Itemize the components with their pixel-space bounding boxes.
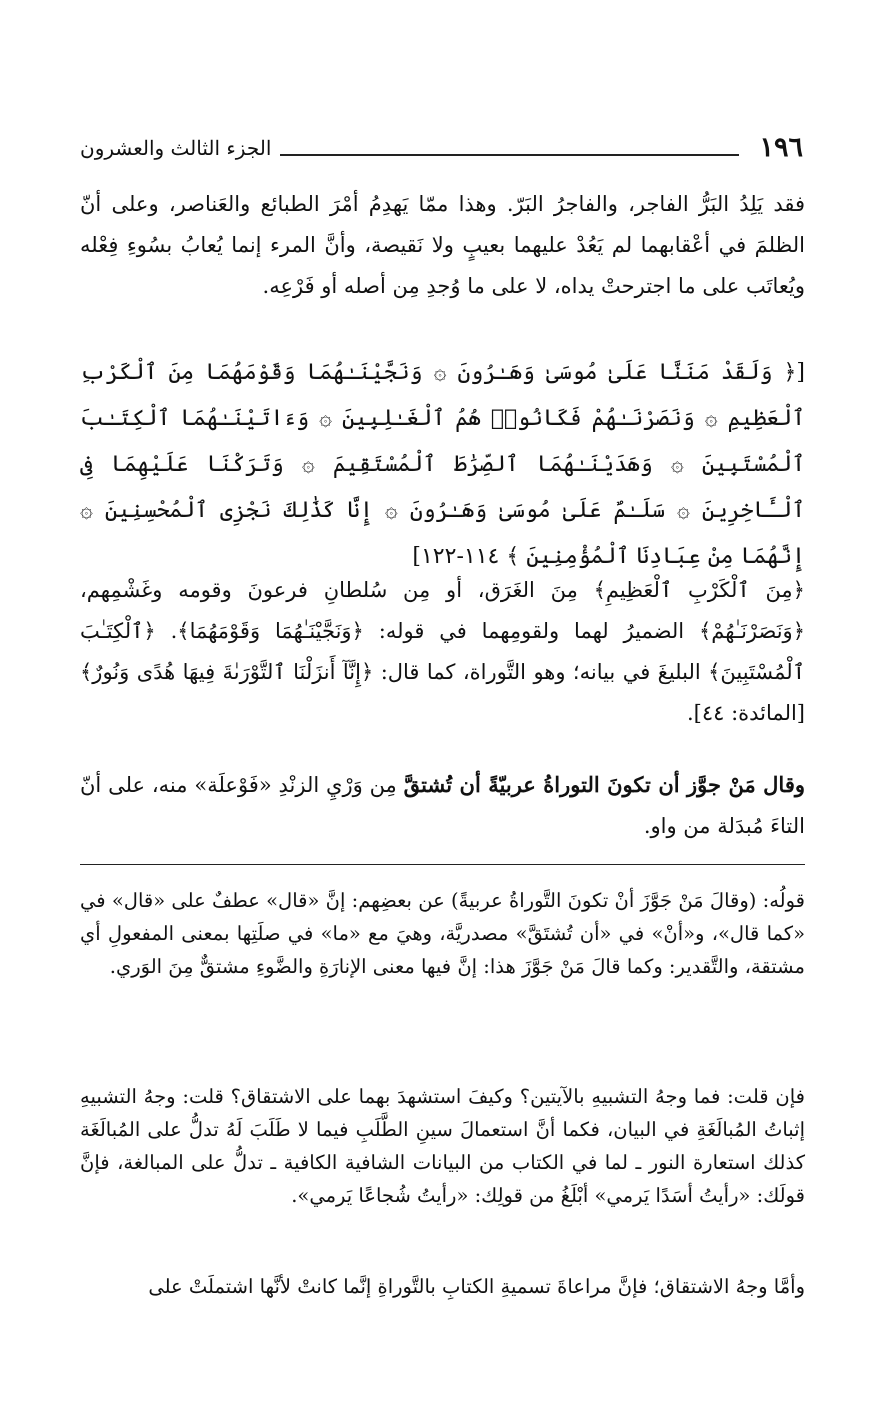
paragraph-3-rest: مِن وَرْيِ الزنْدِ «فَوْعلَة» منه، على أنّ التاءَ مُبدَلة من واو. — [80, 773, 805, 838]
running-title: الجزء الثالث والعشرون — [80, 136, 272, 160]
page-number: ١٩٦ — [759, 132, 803, 163]
page-header — [80, 132, 803, 172]
header-rule — [280, 154, 739, 156]
quran-verses-block: [﴿ وَلَقَدْ مَنَنَّا عَلَىٰ مُوسَىٰ وَهَـٰرُونَ ۞ وَنَجَّيْنَـٰهُمَا وَقَوْمَهُمَا مِنَ ٱلْكَرْبِ ٱلْعَظِيمِ ۞ وَنَصَرْنَـٰهُمْ فَكَانُوا۟ هُمُ ٱلْغَـٰلِبِينَ ۞ وَءَاتَيْنَـٰهُمَا ٱلْكِتَـٰبَ ٱلْمُسْتَبِينَ ۞ وَهَدَيْنَـٰهُمَا ٱلصِّرَٰطَ ٱلْمُسْتَقِيمَ ۞ وَتَرَكْنَا عَلَيْهِمَا فِى ٱلْـَٔاخِرِينَ ۞ سَلَـٰمٌ عَلَىٰ مُوسَىٰ وَهَـٰرُونَ ۞ إِنَّا كَذَٰلِكَ نَجْزِى ٱلْمُحْسِنِينَ ۞ إِنَّهُمَا مِنْ عِبَادِنَا ٱلْمُؤْمِنِينَ ﴾ ١١٤-١٢٢] — [80, 360, 805, 569]
main-paragraph-2: ﴿مِنَ ٱلْكَرْبِ ٱلْعَظِيمِ﴾ مِنَ الغَرَق، أو مِن سُلطانِ فرعونَ وقومه وغَشْمِهم، ﴿وَنَصَرْنَـٰهُمْ﴾ الضميرُ لهما ولقومِهما في قوله: ﴿وَنَجَّيْنَـٰهُمَا وَقَوْمَهُمَا﴾. ﴿ٱلْكِتَـٰبَ ٱلْمُسْتَبِينَ﴾ البليغَ في بيانه؛ وهو التَّوراة، كما قال: ﴿إِنَّآ أَنزَلْنَا ٱلتَّوْرَىٰةَ فِيهَا هُدًى وَنُورٌ﴾ [المائدة: ٤٤]. — [80, 578, 805, 725]
main-paragraph-3 — [80, 764, 805, 847]
footnote-separator — [80, 864, 805, 865]
footnote-3: وأمَّا وجهُ الاشتقاق؛ فإنَّ مراعاةَ تسميةِ الكتابِ بالتَّوراةِ إنَّما كانتْ لأنَّها اشتملَتْ على — [148, 1275, 805, 1298]
paragraph-3-bold-lead: وقال مَنْ جوَّز أن تكونَ التوراةُ عربيّةً أن تُشتقَّ — [403, 772, 806, 797]
footnote-1: قولُه: (وقالَ مَنْ جَوَّزَ أنْ تكونَ التَّوراةُ عربيةً) عن بعضِهم: إنَّ «قال» عطفٌ على «قال» في «كما قال»، و«أنْ» في «أن تُشتَقَّ» مصدريَّة، وهيَ مع «ما» في صلَتِها بمعنى المفعولِ أي مشتقة، والتَّقدير: وكما قالَ مَنْ جَوَّزَ هذا: إنَّ فيها معنى الإنارَةِ والضَّوءِ مشتقٌّ مِنَ الوَري. — [80, 889, 805, 978]
footnote-2: فإن قلت: فما وجهُ التشبيهِ بالآيتين؟ وكيفَ استشهدَ بهما على الاشتقاق؟ قلت: وجهُ التشبيهِ إثباتُ المُبالَغَةِ في البيان، فكما أنَّ استعمالَ سينِ الطَّلَبِ فيما لا طَلَبَ لَهُ تدلُّ على المُبالَغَة كذلك استعارة النور ـ لما في الكتاب من البيانات الشافية الكافية ـ تدلُّ على المبالغة، فإنَّ قولَك: «رأيتُ أسَدًا يَرمي» أبْلَغُ من قولِك: «رأيتُ شُجاعًا يَرمي». — [80, 1085, 805, 1207]
main-paragraph-1: فقد يَلِدُ البَرُّ الفاجر، والفاجرُ البَرّ. وهذا ممّا يَهدِمُ أمْرَ الطبائع والعَناصر، وعلى أنّ الظلمَ في أعْقابهما لم يَعُدْ عليهما بعيبٍ ولا نَقيصة، وأنَّ المرء إنما يُعابُ بسُوءِ فِعْله ويُعاتَب على ما اجترحتْ يداه، لا على ما وُجدِ مِن أصله أو فَرْعِه. — [80, 192, 805, 298]
